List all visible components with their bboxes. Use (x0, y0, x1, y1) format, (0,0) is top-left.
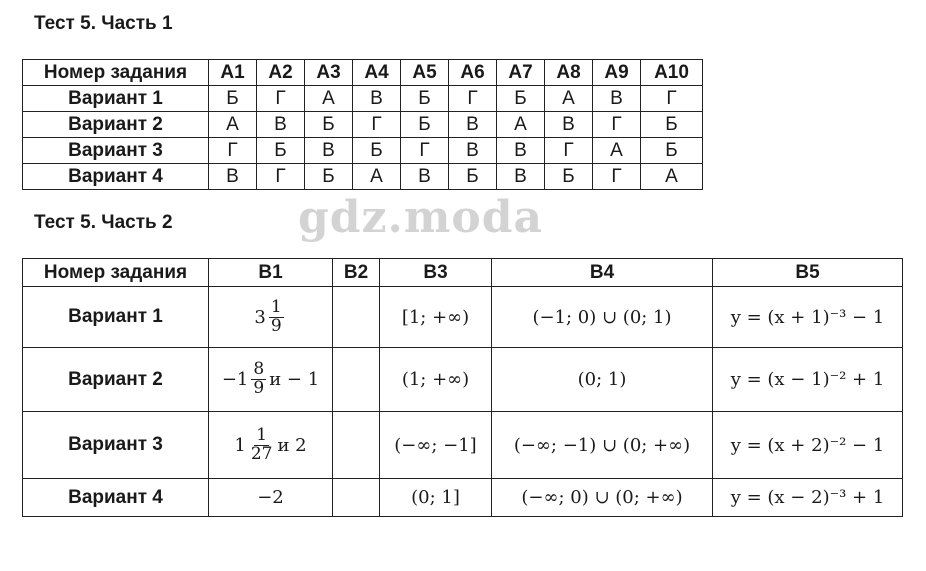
fraction (269, 296, 284, 336)
answer-cell: В (545, 112, 593, 138)
answer-cell: В (449, 138, 497, 164)
answer-cell: Б (545, 164, 593, 190)
variant-label: Вариант 2 (23, 348, 209, 412)
column-header: A10 (641, 60, 703, 86)
part1-title: Тест 5. Часть 1 (34, 13, 173, 34)
answer-cell: Б (497, 86, 545, 112)
answer-b4: (−∞; 0) ∪ (0; +∞) (492, 479, 713, 517)
answer-b1 (209, 348, 333, 412)
answer-b1: −2 (209, 479, 333, 517)
part2-title: Тест 5. Часть 2 (34, 212, 173, 233)
answer-b3: (0; 1] (380, 479, 492, 517)
answer-cell: В (353, 86, 401, 112)
answer-cell: А (353, 164, 401, 190)
table-row (23, 287, 903, 348)
answer-b4: (−1; 0) ∪ (0; 1) (492, 287, 713, 348)
answer-cell: А (497, 112, 545, 138)
answer-b3: (−∞; −1] (380, 412, 492, 479)
table-row (23, 112, 703, 138)
answer-b3: [1; +∞) (380, 287, 492, 348)
variant-label: Вариант 2 (23, 112, 209, 138)
answer-b1 (209, 287, 333, 348)
answer-b2 (333, 412, 380, 479)
answer-cell: Г (257, 86, 305, 112)
table-row (23, 479, 903, 517)
numerator: 8 (253, 359, 265, 380)
answer-b2 (333, 479, 380, 517)
variant-label: Вариант 3 (23, 412, 209, 479)
whole-part: 1 (234, 434, 246, 456)
mixed-number (222, 361, 319, 398)
answer-b3: (1; +∞) (380, 348, 492, 412)
answer-cell: А (641, 164, 703, 190)
answer-cell: Б (641, 112, 703, 138)
answer-cell: Г (449, 86, 497, 112)
answer-cell: В (497, 164, 545, 190)
variant-label: Вариант 4 (23, 164, 209, 190)
answer-b5: y = (x + 2)⁻² − 1 (713, 412, 903, 479)
table-header-row (23, 259, 903, 287)
answer-cell: Б (353, 138, 401, 164)
column-header: B3 (380, 259, 492, 287)
column-header: B1 (209, 259, 333, 287)
answer-cell: В (497, 138, 545, 164)
column-header: A9 (593, 60, 641, 86)
answer-cell: Б (209, 86, 257, 112)
part1-answer-table (22, 59, 703, 190)
answer-cell: В (401, 164, 449, 190)
column-header: A8 (545, 60, 593, 86)
mixed-number (234, 424, 307, 464)
variant-label: Вариант 4 (23, 479, 209, 517)
answer-cell: Г (641, 86, 703, 112)
fraction (251, 361, 266, 398)
table-header-row (23, 60, 703, 86)
variant-label: Вариант 1 (23, 287, 209, 348)
answer-cell: Г (545, 138, 593, 164)
answer-cell: А (305, 86, 353, 112)
answer-cell: Б (257, 138, 305, 164)
answer-cell: В (305, 138, 353, 164)
denominator: 9 (253, 378, 265, 398)
answer-cell: Г (353, 112, 401, 138)
answer-cell: Б (401, 86, 449, 112)
column-header: B4 (492, 259, 713, 287)
answer-b5: y = (x + 1)⁻³ − 1 (713, 287, 903, 348)
table-row (23, 138, 703, 164)
denominator: 27 (250, 443, 273, 464)
whole-part: −1 (221, 369, 249, 390)
part2-answer-table (22, 258, 903, 517)
whole-part: 3 (254, 306, 266, 328)
numerator: 1 (270, 296, 282, 317)
column-header: A1 (209, 60, 257, 86)
answer-cell: В (449, 112, 497, 138)
column-header: A5 (401, 60, 449, 86)
column-header: A7 (497, 60, 545, 86)
watermark: gdz.moda (298, 192, 544, 243)
header-label: Номер задания (23, 60, 209, 86)
column-header: A4 (353, 60, 401, 86)
header-label: Номер задания (23, 259, 209, 287)
table-row (23, 86, 703, 112)
answer-cell: Г (593, 112, 641, 138)
answer-cell: В (257, 112, 305, 138)
mixed-number (254, 296, 286, 336)
answer-cell: Б (401, 112, 449, 138)
suffix: и 2 (277, 434, 307, 456)
answer-b5: y = (x − 1)⁻² + 1 (713, 348, 903, 412)
answer-cell: Б (305, 112, 353, 138)
numerator: 1 (256, 424, 268, 445)
answer-cell: Б (641, 138, 703, 164)
variant-label: Вариант 1 (23, 86, 209, 112)
column-header: A6 (449, 60, 497, 86)
answer-b4: (−∞; −1) ∪ (0; +∞) (492, 412, 713, 479)
answer-cell: А (593, 138, 641, 164)
column-header: B5 (713, 259, 903, 287)
answer-b1 (209, 412, 333, 479)
answer-cell: Б (449, 164, 497, 190)
denominator: 9 (270, 315, 282, 336)
table-row (23, 164, 703, 190)
answer-cell: Г (401, 138, 449, 164)
answer-cell: В (593, 86, 641, 112)
answer-b2 (333, 348, 380, 412)
column-header: A2 (257, 60, 305, 86)
table-row (23, 412, 903, 479)
answer-cell: В (209, 164, 257, 190)
answer-cell: Г (257, 164, 305, 190)
column-header: A3 (305, 60, 353, 86)
answer-cell: Г (593, 164, 641, 190)
column-header: B2 (333, 259, 380, 287)
answer-cell: Б (305, 164, 353, 190)
fraction (249, 424, 275, 464)
suffix: и − 1 (269, 369, 320, 390)
variant-label: Вариант 3 (23, 138, 209, 164)
answer-cell: А (209, 112, 257, 138)
answer-b2 (333, 287, 380, 348)
answer-b5: y = (x − 2)⁻³ + 1 (713, 479, 903, 517)
answer-b4: (0; 1) (492, 348, 713, 412)
table-row (23, 348, 903, 412)
answer-cell: А (545, 86, 593, 112)
answer-cell: Г (209, 138, 257, 164)
